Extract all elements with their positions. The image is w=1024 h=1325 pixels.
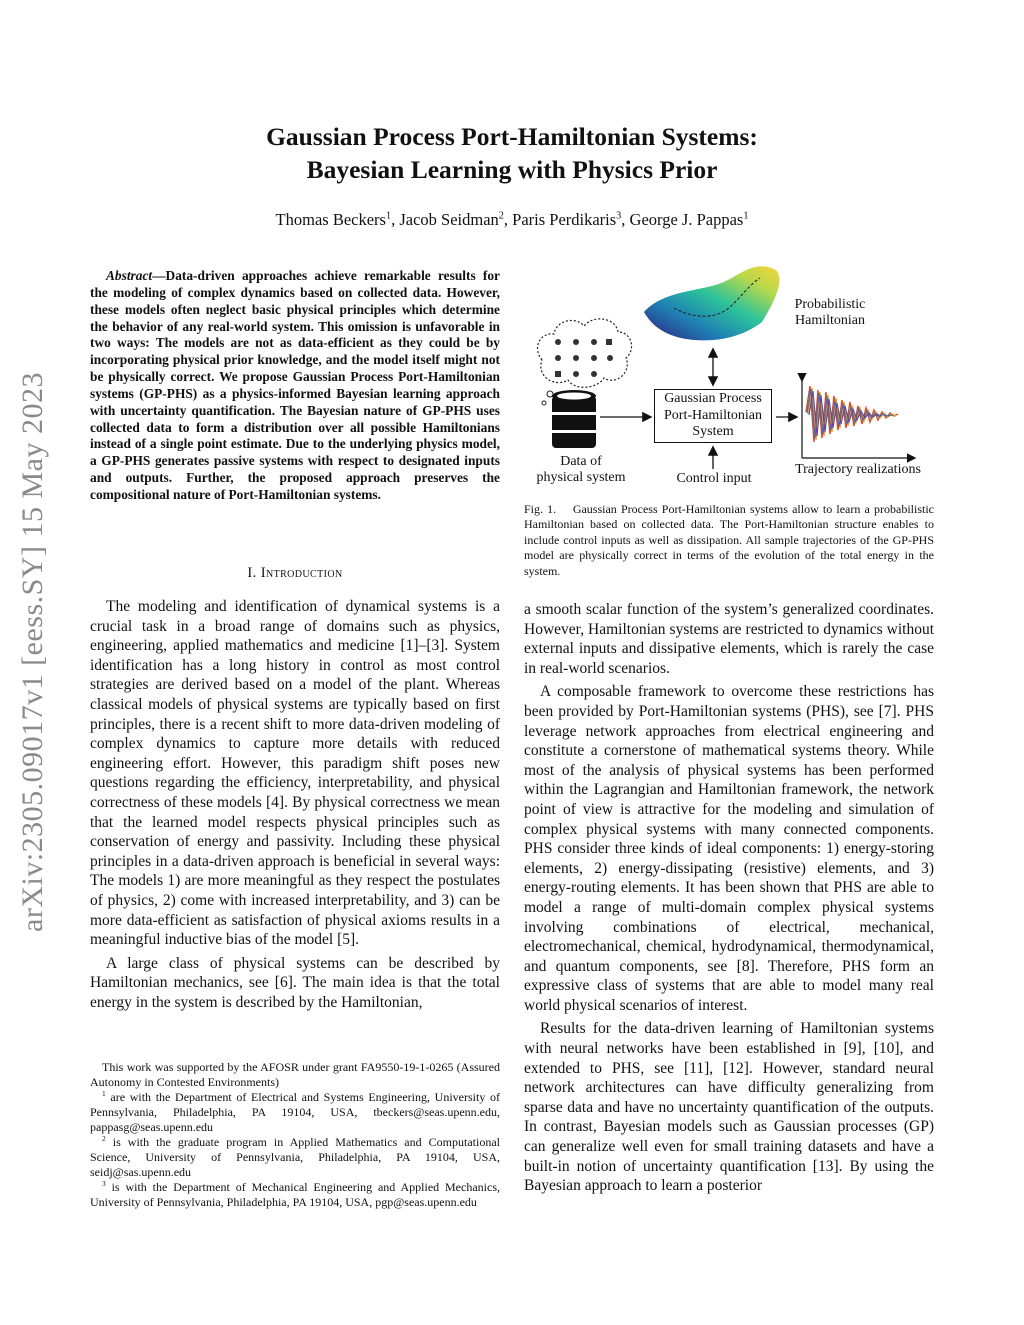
paragraph: Results for the data-driven learning of Hamiltonian systems with neural networks have been established in [9], [10], and extended to PHS, see [11], [12]. However, standard neural network architectures can have difficulty generalizing from sparse data and have no uncertainty quantification of the outputs. In contrast, Bayesian models such as Gaussian processes (GP) can generalize well even for small training datasets and have a built-in notion of uncertainty quantification [13]. By using the Bayesian approach to learn a posterior	[524, 1020, 934, 1195]
section-title: Introduction	[260, 565, 343, 581]
abstract: Abstract—Data-driven approaches achieve remarkable results for the modeling of complex dynamics based on collected data. However, these models often neglect basic physical principles which determine the behavior of any real-world system. This omission is unfavorable in two ways: The models are not as data-efficient as they could be by incorporating physical prior knowledge, and the model itself might not be physically correct. We propose Gaussian Process Port-Hamiltonian systems (GP-PHS) as a physics-informed Bayesian learning approach with uncertainty quantification. The Bayesian nature of GP-PHS uses collected data to form a distribution over all possible Hamiltonians instead of a single point estimate. Due to the underlying physics model, a GP-PHS generates passive systems with respect to designated inputs and outputs. Further, the proposed approach preserves the compositional nature of Port-Hamiltonian systems.	[90, 268, 500, 502]
author-list: Thomas Beckers$^1$, Jacob Seidman$^2$, Paris Perdikaris$^3$, George J. Pappas$^1$	[275, 210, 749, 229]
paragraph: a smooth scalar function of the system’s generalized coordinates. However, Hamiltonian systems are restricted to dynamics without external inputs and dissipative elements, which is rarely the case in real-world scenarios.	[524, 601, 934, 677]
footnote-affiliation: $^2$ is with the graduate program in Applied Mathematics and Computational Science, University of Pennsylvania, Philadelphia, PA 19104, USA, seidj@sas.upenn.edu	[90, 1134, 500, 1179]
control-input-label: Control input	[676, 471, 752, 486]
footnote-affiliation: $^3$ is with the Department of Mechanical Engineering and Applied Mechanics, University of Pennsylvania, Philadelphia, PA 19104, USA, pgp@seas.upenn.edu	[90, 1179, 500, 1209]
database-icon	[552, 390, 596, 448]
figure-1	[524, 262, 934, 492]
author: George J. Pappas$^1$	[629, 210, 749, 229]
author: Jacob Seidman$^2$	[399, 210, 504, 229]
data-label: Data of physical system	[536, 454, 626, 485]
arxiv-stamp	[6, 332, 60, 972]
paragraph: A large class of physical systems can be described by Hamiltonian mechanics, see [6]. The main idea is that the total energy in the system is described by the Hamiltonian,	[90, 954, 500, 1011]
caption-label: Fig. 1.	[524, 502, 557, 516]
probabilistic-hamiltonian-label: Probabilistic Hamiltonian	[794, 297, 866, 328]
paragraph: A composable framework to overcome these restrictions has been provided by Port-Hamiltonian systems (PHS), see [7]. PHS leverage network approaches from electrical engineering and constitute a cornerstone of mathematical systems theory. While most of the analysis of physical systems has been performed within the Lagrangian and Hamiltonian framework, the network point of view is attractive for the modeling and simulation of complex physical systems with many connected components. PHS consider three kinds of ideal components: 1) energy-storing elements, 2) energy-dissipating (resistive) elements, and 3) energy-routing elements. It has been shown that PHS are able to model a range of multi-domain complex physical systems involving combinations of electrical, mechanical, electromechanical, chemical, hydrodynamical, thermodynamical, and quantum components, see [8]. Therefore, PHS form an expressive class of systems that are able to model many real world physical scenarios of interest.	[524, 683, 934, 1014]
intro-body	[90, 597, 500, 1016]
right-column-body	[524, 600, 934, 1200]
footnotes	[90, 1060, 500, 1210]
abstract-text: Data-driven approaches achieve remarkable results for the modeling of complex dynamics based on collected data. However, these models often neglect basic physical principles which determine the behavior of any real-world system. This omission is unfavorable in two ways: The models are not as data-efficient as they could be by incorporating physical prior knowledge, and the model itself might not be physically correct. We propose Gaussian Process Port-Hamiltonian systems (GP-PHS) as a physics-informed Bayesian learning approach with uncertainty quantification. The Bayesian nature of GP-PHS uses collected data to form a distribution over all possible Hamiltonians instead of a single point estimate. Due to the underlying physics model, a GP-PHS generates passive systems with respect to designated inputs and outputs. Further, the proposed approach preserves the compositional nature of Port-Hamiltonian systems.	[90, 268, 500, 502]
arxiv-stamp-text: arXiv:2305.09017v1 [eess.SY] 15 May 2023	[16, 372, 49, 932]
title-line-1: Gaussian Process Port-Hamiltonian Systems:	[266, 122, 758, 151]
footnote-funding: This work was supported by the AFOSR under grant FA9550-19-1-0265 (Assured Autonomy in Contested Environments)	[90, 1060, 500, 1089]
footnote-affiliation: $^1$ are with the Department of Electrical and Systems Engineering, University of Pennsylvania, Philadelphia, PA 19104, USA, tbeckers@seas.upenn.edu, pappasg@seas.upenn.edu	[90, 1089, 500, 1134]
gp-phs-box: Gaussian Process Port-Hamiltonian System	[654, 389, 772, 443]
author: Thomas Beckers$^1$	[275, 210, 392, 229]
hamiltonian-surface	[644, 266, 779, 340]
caption-text: Gaussian Process Port-Hamiltonian systems allow to learn a probabilistic Hamiltonian based on collected data. The Port-Hamiltonian structure enables to include control inputs as well as dissipation. All sample trajectories of the GP-PHS model are physically correct in terms of the evolution of the total energy in the system.	[524, 502, 935, 578]
paragraph: The modeling and identification of dynamical systems is a crucial task in a broad range of domains such as physics, engineering, applied mathematics and medicine [1]–[3]. System identification has a long history in control as most control strategies are derived based on a model of the plant. Whereas classical models of physical systems are typically based on first principles, there is a recent shift to more data-driven modeling of complex dynamics to capture more details with reduced engineering effort. However, this paradigm shift poses new questions regarding the efficiency, interpretability, and physical correctness of these models [4]. By physical correctness we mean that the learned model respects physical principles such as conservation of energy and passivity. Including these physical principles in a data-driven approach is beneficial in several ways: The models 1) are more meaningful as they respect the postulates of physics, 2) come with increased interpretability, and 3) can be more data-efficient as satisfaction of physical axioms results in a meaningful inductive bias of the model [5].	[90, 598, 500, 949]
figure-caption	[524, 502, 934, 579]
section-number: I.	[247, 565, 257, 581]
section-heading	[90, 565, 500, 582]
trajectory-label: Trajectory realizations	[795, 462, 921, 477]
author: Paris Perdikaris$^3$	[512, 210, 622, 229]
abstract-label: Abstract	[106, 268, 153, 283]
trajectory-plot	[802, 380, 914, 458]
title-line-2: Bayesian Learning with Physics Prior	[306, 155, 718, 184]
paper-title	[150, 120, 874, 186]
